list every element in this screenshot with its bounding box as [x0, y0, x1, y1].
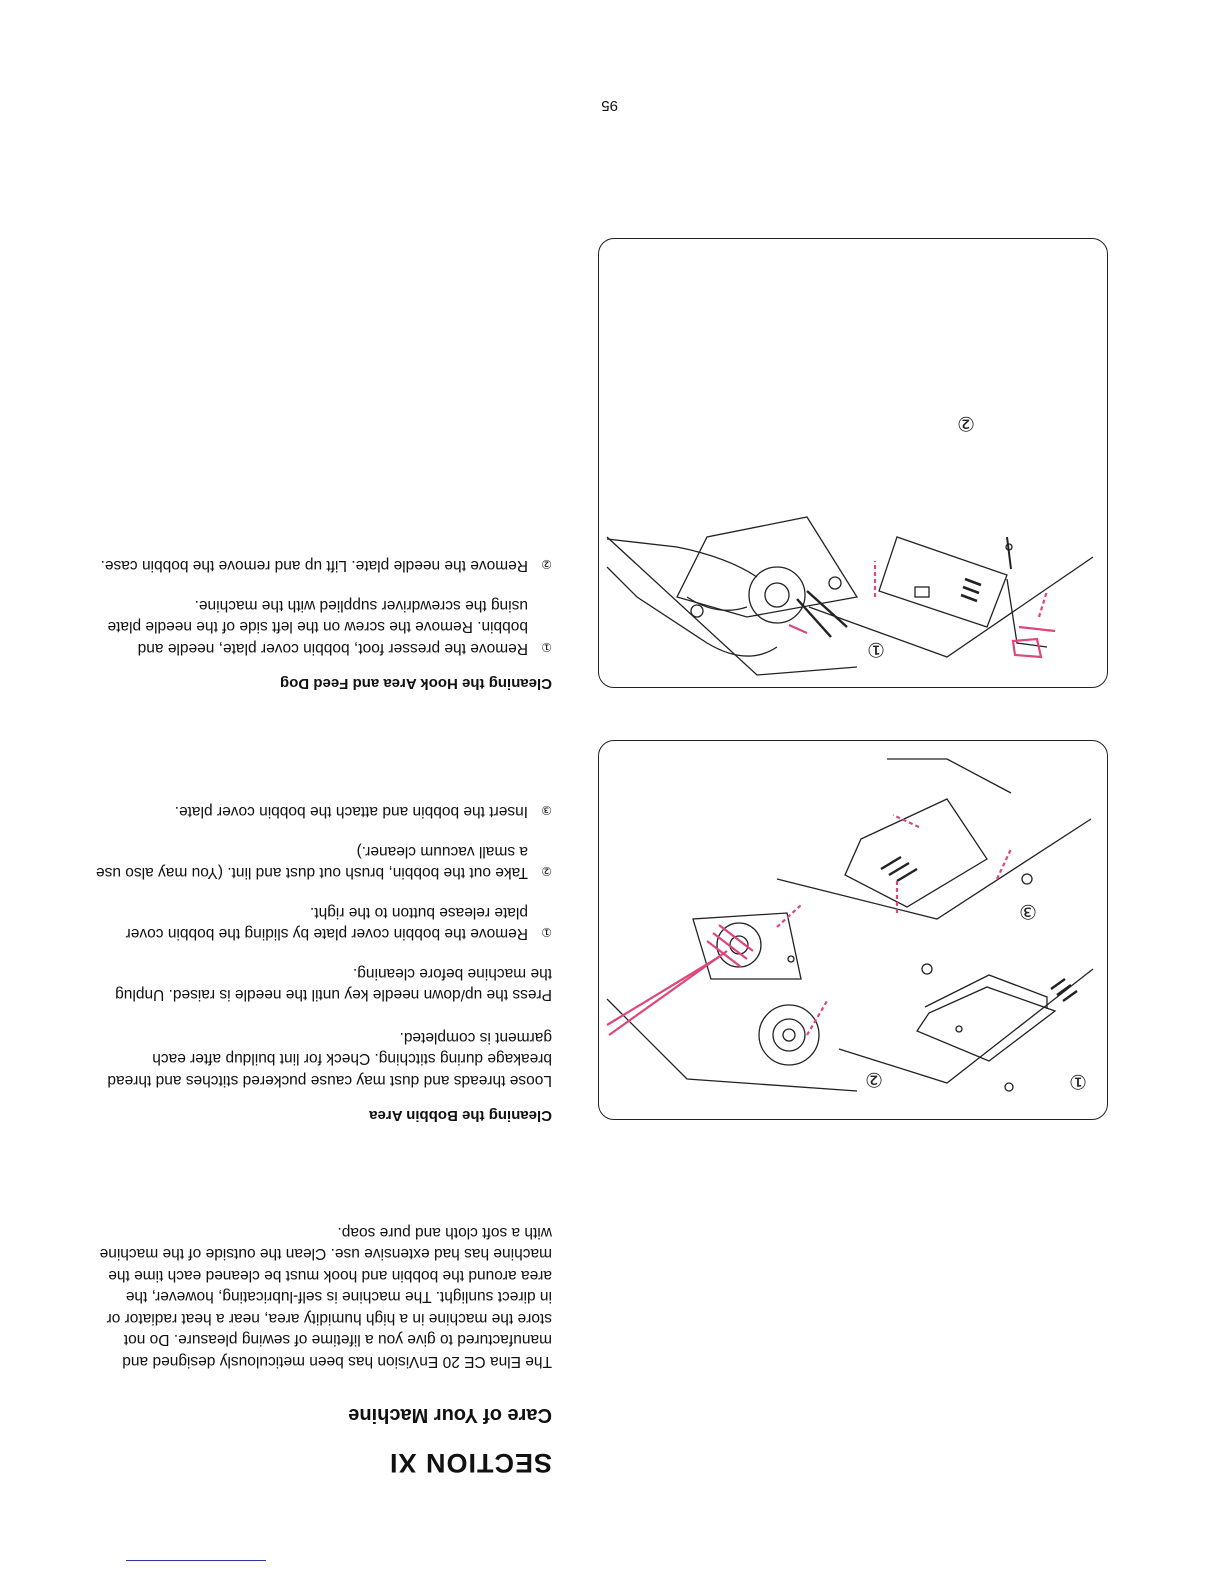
step-number: ①	[541, 640, 552, 654]
screwdriver-tip	[1007, 537, 1011, 569]
step-number: ③	[541, 803, 552, 818]
figure-label: ①	[1069, 1070, 1087, 1094]
step-number: ①	[541, 925, 552, 940]
arrow	[807, 1001, 827, 1035]
bobbin-case	[749, 567, 805, 623]
step-text: Insert the bobbin and attach the bobbin cover plate.	[174, 803, 528, 821]
machine-bed-line	[809, 557, 1093, 657]
step-number: ②	[541, 557, 552, 572]
bobbin-section	[92, 799, 552, 1124]
bobbin-step-2	[92, 841, 552, 884]
arrow	[997, 849, 1011, 879]
arrow	[1039, 591, 1047, 617]
screw	[829, 577, 841, 589]
screw	[1022, 874, 1032, 884]
bobbin-hub	[773, 1019, 805, 1051]
bobbin-cover-plate	[845, 799, 987, 907]
care-title: Care of Your Machine	[348, 1404, 552, 1426]
step-number: ②	[541, 864, 552, 879]
step-text: Remove the needle plate. Lift up and remove the bobbin case.	[100, 557, 528, 575]
brush-handle	[607, 957, 719, 1025]
cover-plate-edge	[887, 759, 1011, 793]
edge-line	[126, 1560, 266, 1561]
hook-section	[92, 553, 552, 692]
bobbin-step-3	[92, 799, 552, 823]
bobbin-note: Press the up/down needle key until the needle is raised. Unplug the machine before cleaning.	[115, 965, 552, 1004]
step-text: Take out the bobbin, brush out dust and lint. (You may also use a small vacuum cleaner.)	[96, 843, 528, 882]
bobbin-case-hub	[765, 583, 789, 607]
care-body	[92, 1222, 552, 1373]
arrow	[1019, 627, 1055, 631]
arrow	[893, 815, 919, 827]
hook-area-figure	[598, 238, 1108, 688]
machine-bed-line	[607, 999, 857, 1091]
figure-label: ①	[867, 638, 885, 662]
screw	[691, 605, 703, 617]
hand-outline	[607, 567, 777, 656]
figure-label: ②	[957, 412, 975, 436]
arrow	[789, 625, 807, 633]
feed-dog	[1051, 979, 1077, 1001]
needle-plate	[879, 537, 1007, 627]
figure-label: ③	[1019, 900, 1037, 924]
page-number: 95	[601, 97, 618, 114]
release-button	[915, 587, 929, 597]
screwdriver-grip	[1013, 639, 1041, 657]
hook-section-title: Cleaning the Hook Area and Feed Dog	[280, 675, 552, 692]
screw	[956, 1026, 962, 1032]
feed-dog	[881, 857, 917, 881]
bobbin-area-illustration	[599, 741, 1107, 1119]
screw	[922, 964, 932, 974]
bobbin-section-title: Cleaning the Bobbin Area	[369, 1107, 552, 1124]
hook-area-illustration	[599, 239, 1107, 687]
bobbin-center	[783, 1029, 795, 1041]
bobbin-step-1	[92, 902, 552, 945]
screw	[1005, 1083, 1013, 1091]
section-title: SECTION XI	[388, 1448, 552, 1478]
cover-plate-edge	[925, 975, 1047, 1009]
screwdriver	[1007, 579, 1047, 647]
bobbin-disc	[759, 1005, 819, 1065]
bobbin-intro: Loose threads and dust may cause puckered stitches and thread breakage during stitching. Check for lint buildup after each garment is completed.	[107, 1029, 552, 1089]
machine-bed-line	[777, 819, 1091, 919]
step-text: Remove the bobbin cover plate by sliding the bobbin cover plate release button to the right.	[125, 904, 528, 943]
step-text: Remove the presser foot, bobbin cover plate, needle and bobbin. Remove the screw on the left side of the needle plate using the screwdriver supplied with the machine.	[107, 597, 528, 657]
hook-step-2	[92, 553, 552, 577]
feed-dog	[961, 579, 981, 601]
bobbin-cover-plate	[917, 987, 1055, 1061]
hook-step-1	[92, 595, 552, 660]
bobbin-area-figure	[598, 740, 1108, 1120]
care-body-text: The Elna CE 20 EnVision has been meticulously designed and manufactured to give you a lifetime of sewing pleasure. Do not store the machine in a high humidity area, near a heat radiator or in direct sunlight. The machine is self-lubricating, however, the area around the bobbin and hook must be cleaned each time the machine has had extensive use. Clean the outside of the machine with a soft cloth and pure soap.	[99, 1224, 552, 1370]
figure-label: ②	[865, 1068, 883, 1092]
screw	[788, 956, 794, 962]
